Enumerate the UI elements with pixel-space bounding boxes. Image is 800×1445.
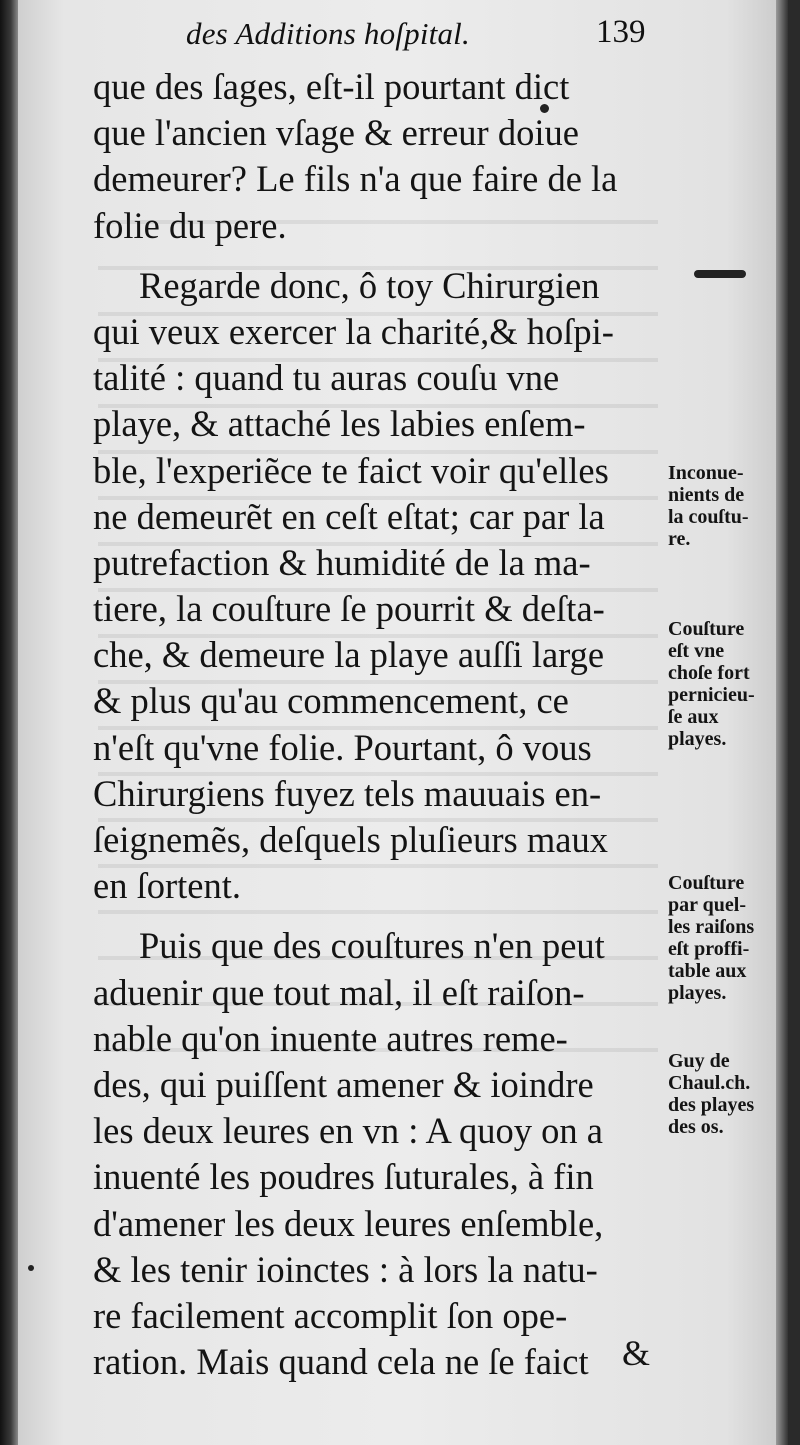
text-line: aduenir que tout mal, il eſt raiſon- [93,971,585,1013]
margin-note [668,618,788,750]
margin-note-line: par quel- [668,894,746,916]
paragraph [93,923,663,1385]
margin-note-line: playes. [668,982,727,1004]
margin-note-line: la couſtu- [668,506,749,528]
text-line: ration. Mais quand cela ne ſe faict [93,1341,589,1383]
text-line: n'eſt qu'vne folie. Pourtant, ô vous [93,726,592,768]
text-line: inuenté les poudres ſuturales, à fin [93,1156,594,1198]
text-line: Chirurgiens fuyez tels mauuais en- [93,772,602,814]
text-line: demeurer? Le fils n'a que faire de la [93,158,618,200]
text-line: qui veux exercer la charité,& hoſpi- [93,310,614,352]
ink-speck [28,1265,34,1271]
text-line: des, qui puiſſent amener & ioindre [93,1063,594,1105]
margin-note-line: nients de [668,484,745,506]
paragraph-gap [93,909,663,923]
text-line: playe, & attaché les labies enſem- [93,403,586,445]
text-line: tiere, la couſture ſe pourrit & deſta- [93,588,605,630]
margin-note-line: playes. [668,728,727,750]
text-line: Puis que des couſtures n'en peut [139,925,605,967]
paragraph [93,263,663,910]
margin-note-line: Couſture [668,872,745,894]
ink-mark [694,270,746,278]
text-line: Regarde donc, ô toy Chirurgien [139,264,600,306]
text-line: & plus qu'au commencement, ce [93,680,569,722]
text-line: nable qu'on inuente autres reme- [93,1017,568,1059]
margin-note-line: choſe fort [668,662,750,684]
margin-note [668,1050,788,1138]
margin-note-line: Inconue- [668,462,744,484]
margin-note-line: eſt proffi- [668,938,750,960]
paragraph-gap [93,249,663,263]
margin-note-line: Couſture [668,618,745,640]
text-line: d'amener les deux leures enſemble, [93,1202,604,1244]
margin-note-line: les raiſons [668,916,755,938]
book-page [18,0,788,1445]
margin-note-line: eſt vne [668,640,725,662]
text-line: re facilement accomplit ſon ope- [93,1294,568,1336]
text-line: folie du pere. [93,204,287,246]
text-line: che, & demeure la playe auſſi large [93,634,605,676]
text-line: en ſortent. [93,865,241,907]
margin-note-line: Guy de [668,1050,730,1072]
margin-note-line: ſe aux [668,706,719,728]
margin-note-line: pernicieu- [668,684,755,706]
page-header [186,14,666,58]
margin-note-line: table aux [668,960,747,982]
catchword: & [622,1333,651,1373]
text-line: ne demeurẽt en ceſt eſtat; car par la [93,495,605,537]
text-line: putrefaction & humidité de la ma- [93,541,591,583]
text-line: les deux leures en vn : A quoy on a [93,1110,603,1152]
page-number: 139 [596,14,646,50]
margin-note-line: re. [668,528,691,550]
running-head: des Additions hoſpital. [186,16,470,51]
text-line: que des ſages, eſt-il pourtant dict [93,66,570,107]
text-line: talité : quand tu auras couſu vne [93,357,560,399]
text-line: que l'ancien vſage & erreur doiue [93,112,579,154]
text-line: & les tenir ioinctes : à lors la natu- [93,1248,598,1290]
page-right-edge-shadow [776,0,788,1445]
main-text-block [93,64,663,1385]
text-line: ble, l'experiẽce te faict voir qu'elles [93,449,609,491]
margin-note-line: Chaul.ch. [668,1072,751,1094]
margin-note-line: des os. [668,1116,724,1138]
margin-note [668,462,788,550]
margin-note [668,872,788,1004]
page-left-edge-shadow [0,0,18,1445]
margin-note-line: des playes [668,1094,755,1116]
paragraph [93,64,663,249]
text-line: ſeignemẽs, deſquels pluſieurs maux [93,819,608,860]
